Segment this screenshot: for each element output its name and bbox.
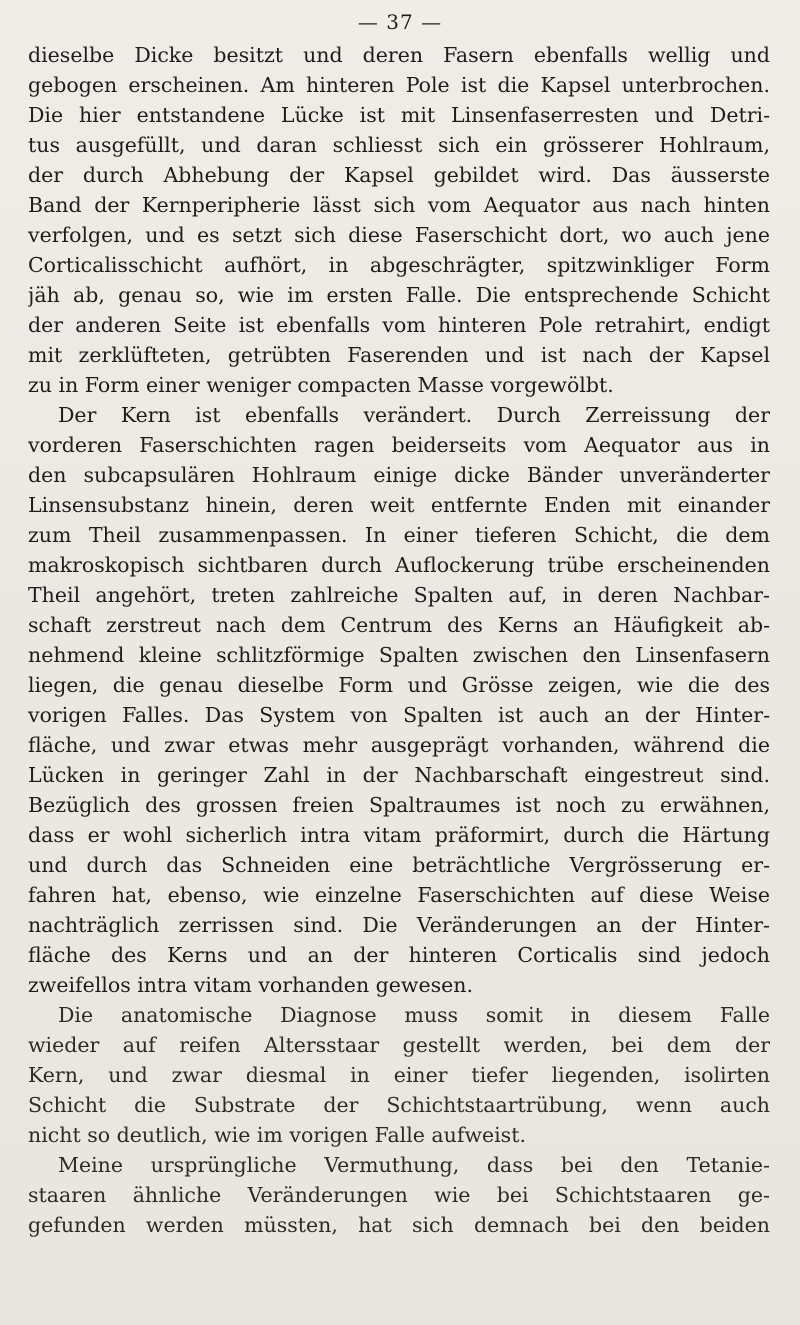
text-line: zum Theil zusammenpassen. In einer tieferen Schicht, die dem	[28, 523, 770, 547]
text-line: Die anatomische Diagnose muss somit in diesem Falle	[58, 1003, 770, 1027]
text-line: fläche des Kerns und an der hinteren Corticalis sind jedoch	[28, 943, 770, 967]
text-line: Theil angehört, treten zahlreiche Spalten auf, in deren Nachbar-	[28, 583, 770, 607]
text-line: zu in Form einer weniger compacten Masse vorgewölbt.	[28, 373, 614, 397]
text-line: tus ausgefüllt, und daran schliesst sich ein grösserer Hohlraum,	[28, 133, 770, 157]
text-line: nicht so deutlich, wie im vorigen Falle aufweist.	[28, 1123, 526, 1147]
text-line: Bezüglich des grossen freien Spaltraumes ist noch zu erwähnen,	[28, 793, 770, 817]
text-line: Band der Kernperipherie lässt sich vom Aequator aus nach hinten	[28, 193, 770, 217]
text-line: zweifellos intra vitam vorhanden gewesen.	[28, 973, 473, 997]
text-line: Linsensubstanz hinein, deren weit entfernte Enden mit einander	[28, 493, 770, 517]
paragraph-2	[28, 400, 770, 1000]
paragraph-4	[28, 1150, 770, 1240]
text-line: dass er wohl sicherlich intra vitam präformirt, durch die Härtung	[28, 823, 770, 847]
text-line: gefunden werden müssten, hat sich demnach bei den beiden	[28, 1213, 770, 1237]
text-line: der durch Abhebung der Kapsel gebildet wird. Das äusserste	[28, 163, 770, 187]
body-text	[28, 40, 770, 1240]
text-line: Die hier entstandene Lücke ist mit Linsenfaserresten und Detri-	[28, 103, 770, 127]
text-line: und durch das Schneiden eine beträchtliche Vergrösserung er-	[28, 853, 770, 877]
text-line: vorigen Falles. Das System von Spalten ist auch an der Hinter-	[28, 703, 770, 727]
text-line: nachträglich zerrissen sind. Die Veränderungen an der Hinter-	[28, 913, 770, 937]
text-line: Meine ursprüngliche Vermuthung, dass bei den Tetanie-	[58, 1153, 770, 1177]
text-line: nehmend kleine schlitzförmige Spalten zwischen den Linsenfasern	[28, 643, 770, 667]
text-line: den subcapsulären Hohlraum einige dicke Bänder unveränderter	[28, 463, 770, 487]
text-line: wieder auf reifen Altersstaar gestellt werden, bei dem der	[28, 1033, 770, 1057]
text-line: schaft zerstreut nach dem Centrum des Kerns an Häufigkeit ab-	[28, 613, 770, 637]
text-line: der anderen Seite ist ebenfalls vom hinteren Pole retrahirt, endigt	[28, 313, 770, 337]
text-line: verfolgen, und es setzt sich diese Faserschicht dort, wo auch jene	[28, 223, 770, 247]
text-line: staaren ähnliche Veränderungen wie bei Schichtstaaren ge-	[28, 1183, 770, 1207]
text-line: mit zerklüfteten, getrübten Faserenden und ist nach der Kapsel	[28, 343, 770, 367]
text-line: fahren hat, ebenso, wie einzelne Faserschichten auf diese Weise	[28, 883, 770, 907]
text-line: vorderen Faserschichten ragen beiderseits vom Aequator aus in	[28, 433, 770, 457]
text-line: jäh ab, genau so, wie im ersten Falle. Die entsprechende Schicht	[28, 283, 770, 307]
text-line: Kern, und zwar diesmal in einer tiefer liegenden, isolirten	[28, 1063, 770, 1087]
paragraph-1	[28, 40, 770, 400]
paragraph-3	[28, 1000, 770, 1150]
text-line: dieselbe Dicke besitzt und deren Fasern ebenfalls wellig und	[28, 43, 770, 67]
text-line: Schicht die Substrate der Schichtstaartrübung, wenn auch	[28, 1093, 770, 1117]
text-line: liegen, die genau dieselbe Form und Grösse zeigen, wie die des	[28, 673, 770, 697]
text-line: Der Kern ist ebenfalls verändert. Durch Zerreissung der	[58, 403, 770, 427]
text-line: makroskopisch sichtbaren durch Auflockerung trübe erscheinenden	[28, 553, 770, 577]
text-line: Lücken in geringer Zahl in der Nachbarschaft eingestreut sind.	[28, 763, 770, 787]
text-line: gebogen erscheinen. Am hinteren Pole ist die Kapsel unterbrochen.	[28, 73, 770, 97]
text-line: fläche, und zwar etwas mehr ausgeprägt vorhanden, während die	[28, 733, 770, 757]
page-number: — 37 —	[357, 10, 443, 34]
text-line: Corticalisschicht aufhört, in abgeschrägter, spitzwinkliger Form	[28, 253, 770, 277]
